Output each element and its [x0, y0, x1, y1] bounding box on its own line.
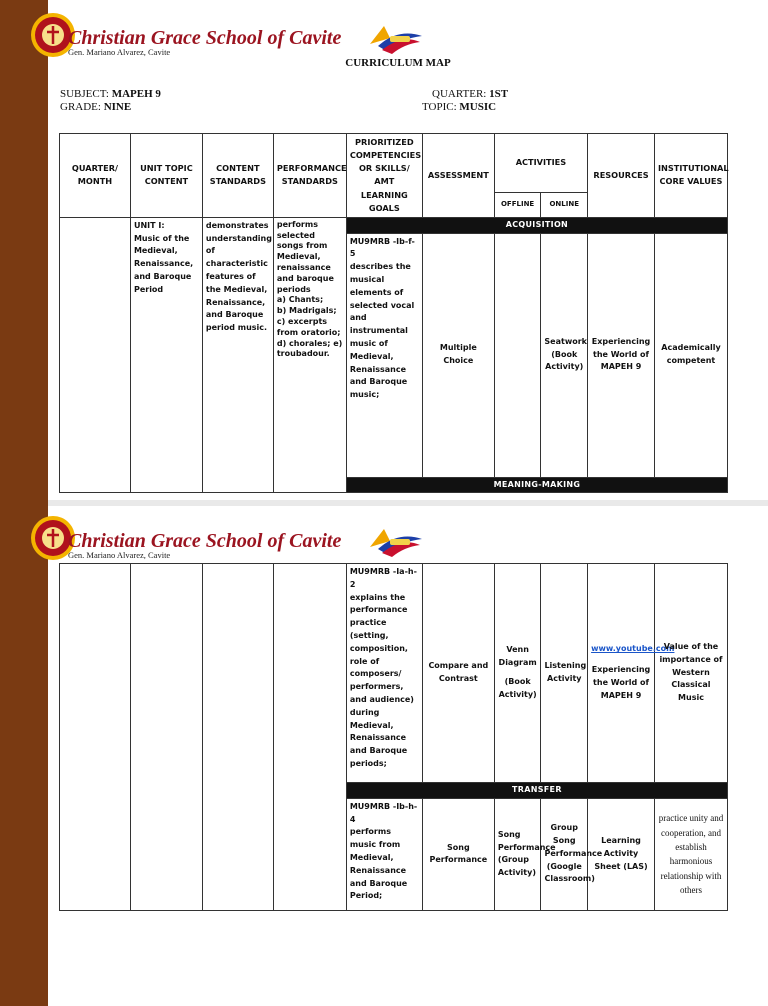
acquisition-competency-cell — [346, 233, 422, 477]
topic-label: TOPIC: — [422, 101, 457, 113]
transfer-competency-cell — [346, 798, 422, 910]
meaning-values: Value of the importance of Western Classical Music — [654, 564, 727, 783]
page-2 — [48, 503, 768, 1006]
subject-line — [60, 88, 161, 100]
youtube-link[interactable]: www.youtube.com — [591, 644, 675, 654]
performance-standard-cell — [273, 217, 346, 493]
acquisition-assessment: Multiple Choice — [422, 233, 494, 477]
content-standard-cell: demonstrates understanding of characteristic features of the Medieval, Renaissance, and Baroque period music. — [202, 217, 273, 493]
header-competencies: PRIORITIZED COMPETENCIES OR SKILLS/ AMT LEARNING GOALS — [346, 134, 422, 218]
band-transfer: TRANSFER — [346, 783, 727, 799]
meaning-online: Listening Activity — [541, 564, 588, 783]
meaning-offline-b: (Book Activity) — [498, 677, 537, 699]
meaning-assessment: Compare and Contrast — [422, 564, 494, 783]
unit-text: Music of the Medieval, Renaissance, and Baroque Period — [133, 233, 194, 294]
curriculum-table-page-1 — [59, 133, 728, 493]
transfer-resources: Learning Activity Sheet (LAS) — [588, 798, 655, 910]
quarter-label: QUARTER: — [432, 88, 487, 100]
quarter-value: 1ST — [489, 88, 509, 100]
school-name: Christian Grace School of Cavite — [68, 530, 342, 552]
ribbon-logo-icon — [368, 523, 424, 559]
acquisition-online: Seatwork (Book Activity) — [541, 233, 588, 477]
grade-value: NINE — [103, 101, 132, 113]
unit-cell — [130, 564, 202, 911]
acquisition-code: MU9MRB -Ib-f-5 — [349, 236, 415, 259]
unit-cell — [130, 217, 202, 493]
performance-line: performs selected songs from Medieval, renaissance and baroque periods — [276, 219, 334, 294]
transfer-text: performs music from Medieval, Renaissance and Baroque Period; — [349, 827, 408, 901]
band-acquisition: ACQUISITION — [346, 217, 727, 233]
unit-title: UNIT I: — [133, 220, 165, 230]
grade-line — [60, 101, 131, 113]
meaning-competency-cell — [346, 564, 422, 783]
meaning-offline-a: Venn Diagram — [498, 645, 537, 668]
transfer-assessment: Song Performance — [422, 798, 494, 910]
quarter-line — [432, 88, 508, 100]
performance-standard-cell — [273, 564, 346, 911]
acquisition-text: describes the musical elements of selected vocal and instrumental music of Medieval, Renaissance and Baroque music; — [349, 262, 415, 400]
document-title: CURRICULUM MAP — [345, 57, 451, 69]
band-meaning-making: MEANING-MAKING — [346, 477, 727, 493]
subject-label: SUBJECT: — [60, 88, 109, 100]
header-quarter: QUARTER/ MONTH — [60, 134, 131, 218]
header-resources: RESOURCES — [588, 134, 655, 218]
topic-line — [422, 101, 496, 113]
performance-line: a) Chants; — [276, 295, 324, 305]
header-offline: OFFLINE — [494, 192, 541, 217]
header-unit: UNIT TOPIC CONTENT — [130, 134, 202, 218]
performance-line: c) excerpts from oratorio; d) chorales; e) troubadour. — [276, 316, 343, 359]
header-performance: PERFORMANCE STANDARDS — [273, 134, 346, 218]
quarter-cell — [60, 564, 131, 911]
transfer-offline: Song Performance (Group Activity) — [494, 798, 541, 910]
header-values: INSTITUTIONAL CORE VALUES — [654, 134, 727, 218]
school-address: Gen. Mariano Alvarez, Cavite — [68, 47, 171, 57]
topic-value: MUSIC — [459, 101, 497, 113]
header-online: ONLINE — [541, 192, 588, 217]
transfer-code: MU9MRB -Ib-h-4 — [349, 801, 418, 824]
meaning-resources — [588, 564, 675, 783]
content-standard-cell — [202, 564, 273, 911]
meaning-code: MU9MRB -Ia-h-2 — [349, 567, 417, 589]
ribbon-logo-icon — [368, 20, 424, 56]
grade-label: GRADE: — [60, 101, 101, 113]
meaning-text: explains the performance practice (setting, composition, role of composers/ performers, and audience) during Medieval, Renaissance and Baroque periods; — [349, 592, 414, 768]
performance-line: b) Madrigals; — [276, 306, 337, 316]
header-assessment: ASSESSMENT — [422, 134, 494, 218]
meaning-offline — [494, 564, 541, 783]
meaning-resources-text: Experiencing the World of MAPEH 9 — [591, 665, 651, 700]
school-address: Gen. Mariano Alvarez, Cavite — [68, 550, 171, 560]
page-1 — [48, 0, 768, 503]
header-activities: ACTIVITIES — [494, 134, 587, 193]
acquisition-values: Academically competent — [654, 233, 727, 477]
quarter-cell — [60, 217, 131, 493]
acquisition-resources: Experiencing the World of MAPEH 9 — [588, 233, 655, 477]
transfer-values: practice unity and cooperation, and establish harmonious relationship with others — [654, 798, 727, 910]
school-name: Christian Grace School of Cavite — [68, 27, 342, 49]
header-content: CONTENT STANDARDS — [202, 134, 273, 218]
subject-value: MAPEH 9 — [111, 88, 161, 100]
transfer-online: Group Song Performance (Google Classroom) — [541, 798, 588, 910]
curriculum-table-page-2 — [59, 563, 728, 911]
acquisition-offline — [494, 233, 541, 477]
left-color-band — [0, 0, 48, 1006]
